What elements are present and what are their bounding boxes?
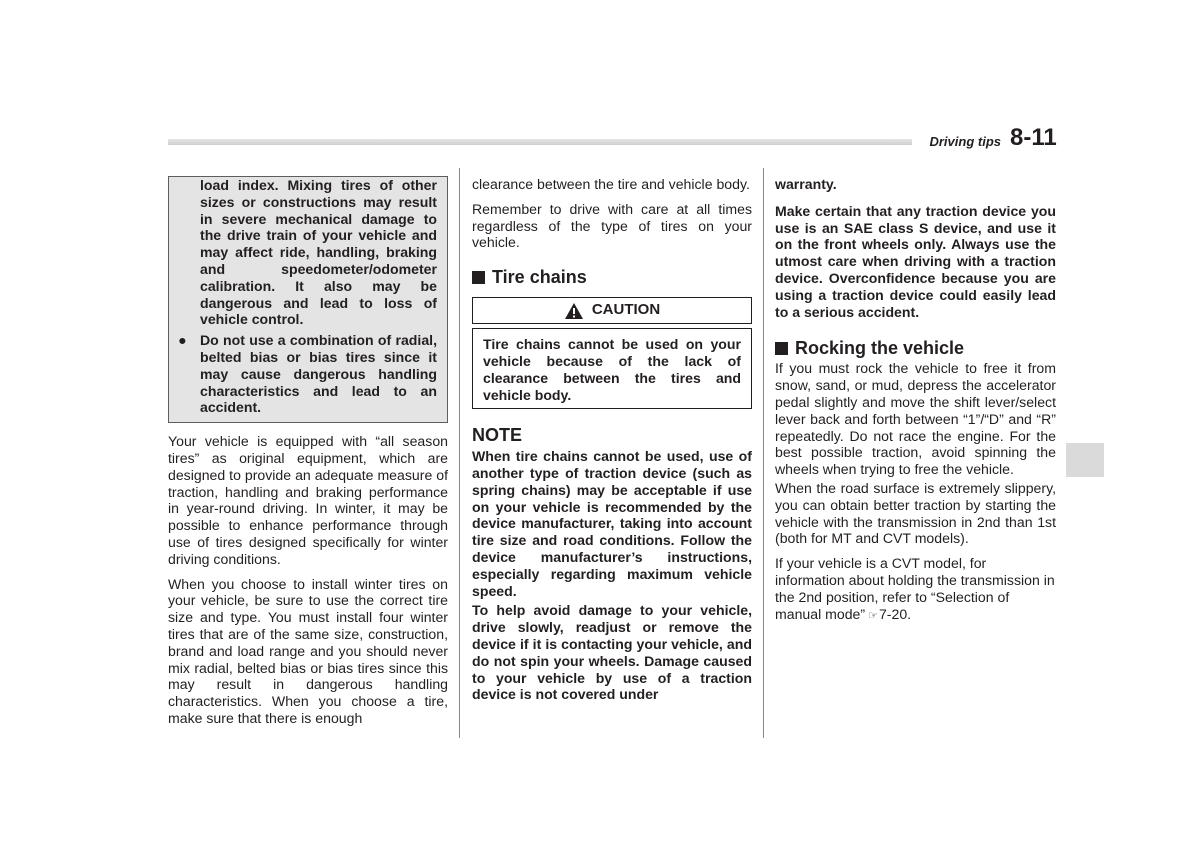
column-divider [763, 168, 764, 738]
warning-continuation: warranty. [775, 176, 837, 192]
paragraph: clearance between the tire and vehicle body. [472, 176, 750, 192]
header-rule [168, 139, 912, 145]
paragraph [775, 555, 1056, 624]
column-divider [459, 168, 460, 738]
section-heading [472, 267, 752, 287]
heading-square-icon [472, 271, 485, 284]
column-1 [168, 176, 448, 735]
paragraph: When you choose to install winter tires on your vehicle, be sure to use the correct tire size and type. You must install four winter tires that are of the same size, construction, brand and load range and you should never mix radial, belted bias or bias tires since this may result in dangerous handling characteristics. When you choose a tire, make sure that there is enough [168, 575, 448, 726]
paragraph: Remember to drive with care at all times regardless of the type of tires on your vehicle. [472, 200, 752, 251]
caution-body: Tire chains cannot be used on your vehicle because of the lack of clearance between the tires and vehicle body. [472, 328, 752, 409]
note-text: To help avoid damage to your vehicle, drive slowly, readjust or remove the device if it is contacting your vehicle, and do not spin your wheels. Damage caused to your vehicle by use of a traction device is not covered under [472, 602, 752, 703]
column-2 [472, 176, 752, 711]
paragraph-text: If your vehicle is a CVT model, for information about holding the transmission in the 2nd position, refer to “Selection of manual mode” [775, 555, 1055, 622]
chapter-tab [1066, 443, 1104, 477]
page-reference-icon: ☞ [868, 609, 878, 622]
column-3 [775, 176, 1056, 632]
warning-bullet-text: Do not use a combination of radial, belted bias or bias tires since it may cause dangerous handling characteristics and lead to an accident. [200, 332, 437, 416]
warning-box [168, 176, 448, 423]
heading-text: Tire chains [492, 267, 587, 288]
page-number: 8-11 [1010, 124, 1057, 151]
section-heading [775, 338, 1056, 358]
heading-square-icon [775, 342, 788, 355]
paragraph: Your vehicle is equipped with “all season tires” as original equipment, which are designed to provide an adequate measure of traction, handling and braking performance in year-round driving. In winter, it may be possible to enhance performance through use of tires designed specifically for winter driving conditions. [168, 433, 448, 567]
note-heading: NOTE [472, 425, 523, 446]
section-title: Driving tips [929, 134, 1001, 149]
caution-label: CAUTION [591, 301, 661, 319]
paragraph: When the road surface is extremely slippery, you can obtain better traction by starting the vehicle with the transmission in 2nd than 1st (both for MT and CVT models). [775, 479, 1056, 547]
caution-header [472, 297, 752, 324]
page-reference: 7-20. [878, 605, 912, 622]
warning-triangle-icon [564, 302, 584, 320]
warning-text: load index. Mixing tires of other sizes or constructions may result in severe mechanical damage to the drive train of your vehicle and may affect ride, handling, braking and speedometer/odometer calibration. It also may be dangerous and lead to loss of vehicle control. [200, 177, 437, 328]
warning-text: Make certain that any traction device you use is an SAE class S device, and use it on the front wheels only. Always use the utmost care when driving with a traction device. Overconfidence because you are using a traction device could easily lead to a serious accident. [775, 202, 1056, 320]
note-text: When tire chains cannot be used, use of another type of traction device (such as spring chains) may be acceptable if use on your vehicle is recommended by the device manufacturer, taking into account tire size and road conditions. Follow the device manufacturer’s instructions, especially regarding maximum vehicle speed. [472, 448, 752, 599]
warning-bullet-item [178, 332, 437, 416]
bullet-icon: ● [178, 332, 187, 349]
paragraph: If you must rock the vehicle to free it from snow, sand, or mud, depress the accelerator pedal slightly and move the shift lever/select lever back and forth between “1”/“D” and “R” repeatedly. Do not race the engine. For the best possible traction, avoid spinning the wheels when trying to free the vehicle. [775, 360, 1056, 478]
heading-text: Rocking the vehicle [795, 338, 965, 359]
